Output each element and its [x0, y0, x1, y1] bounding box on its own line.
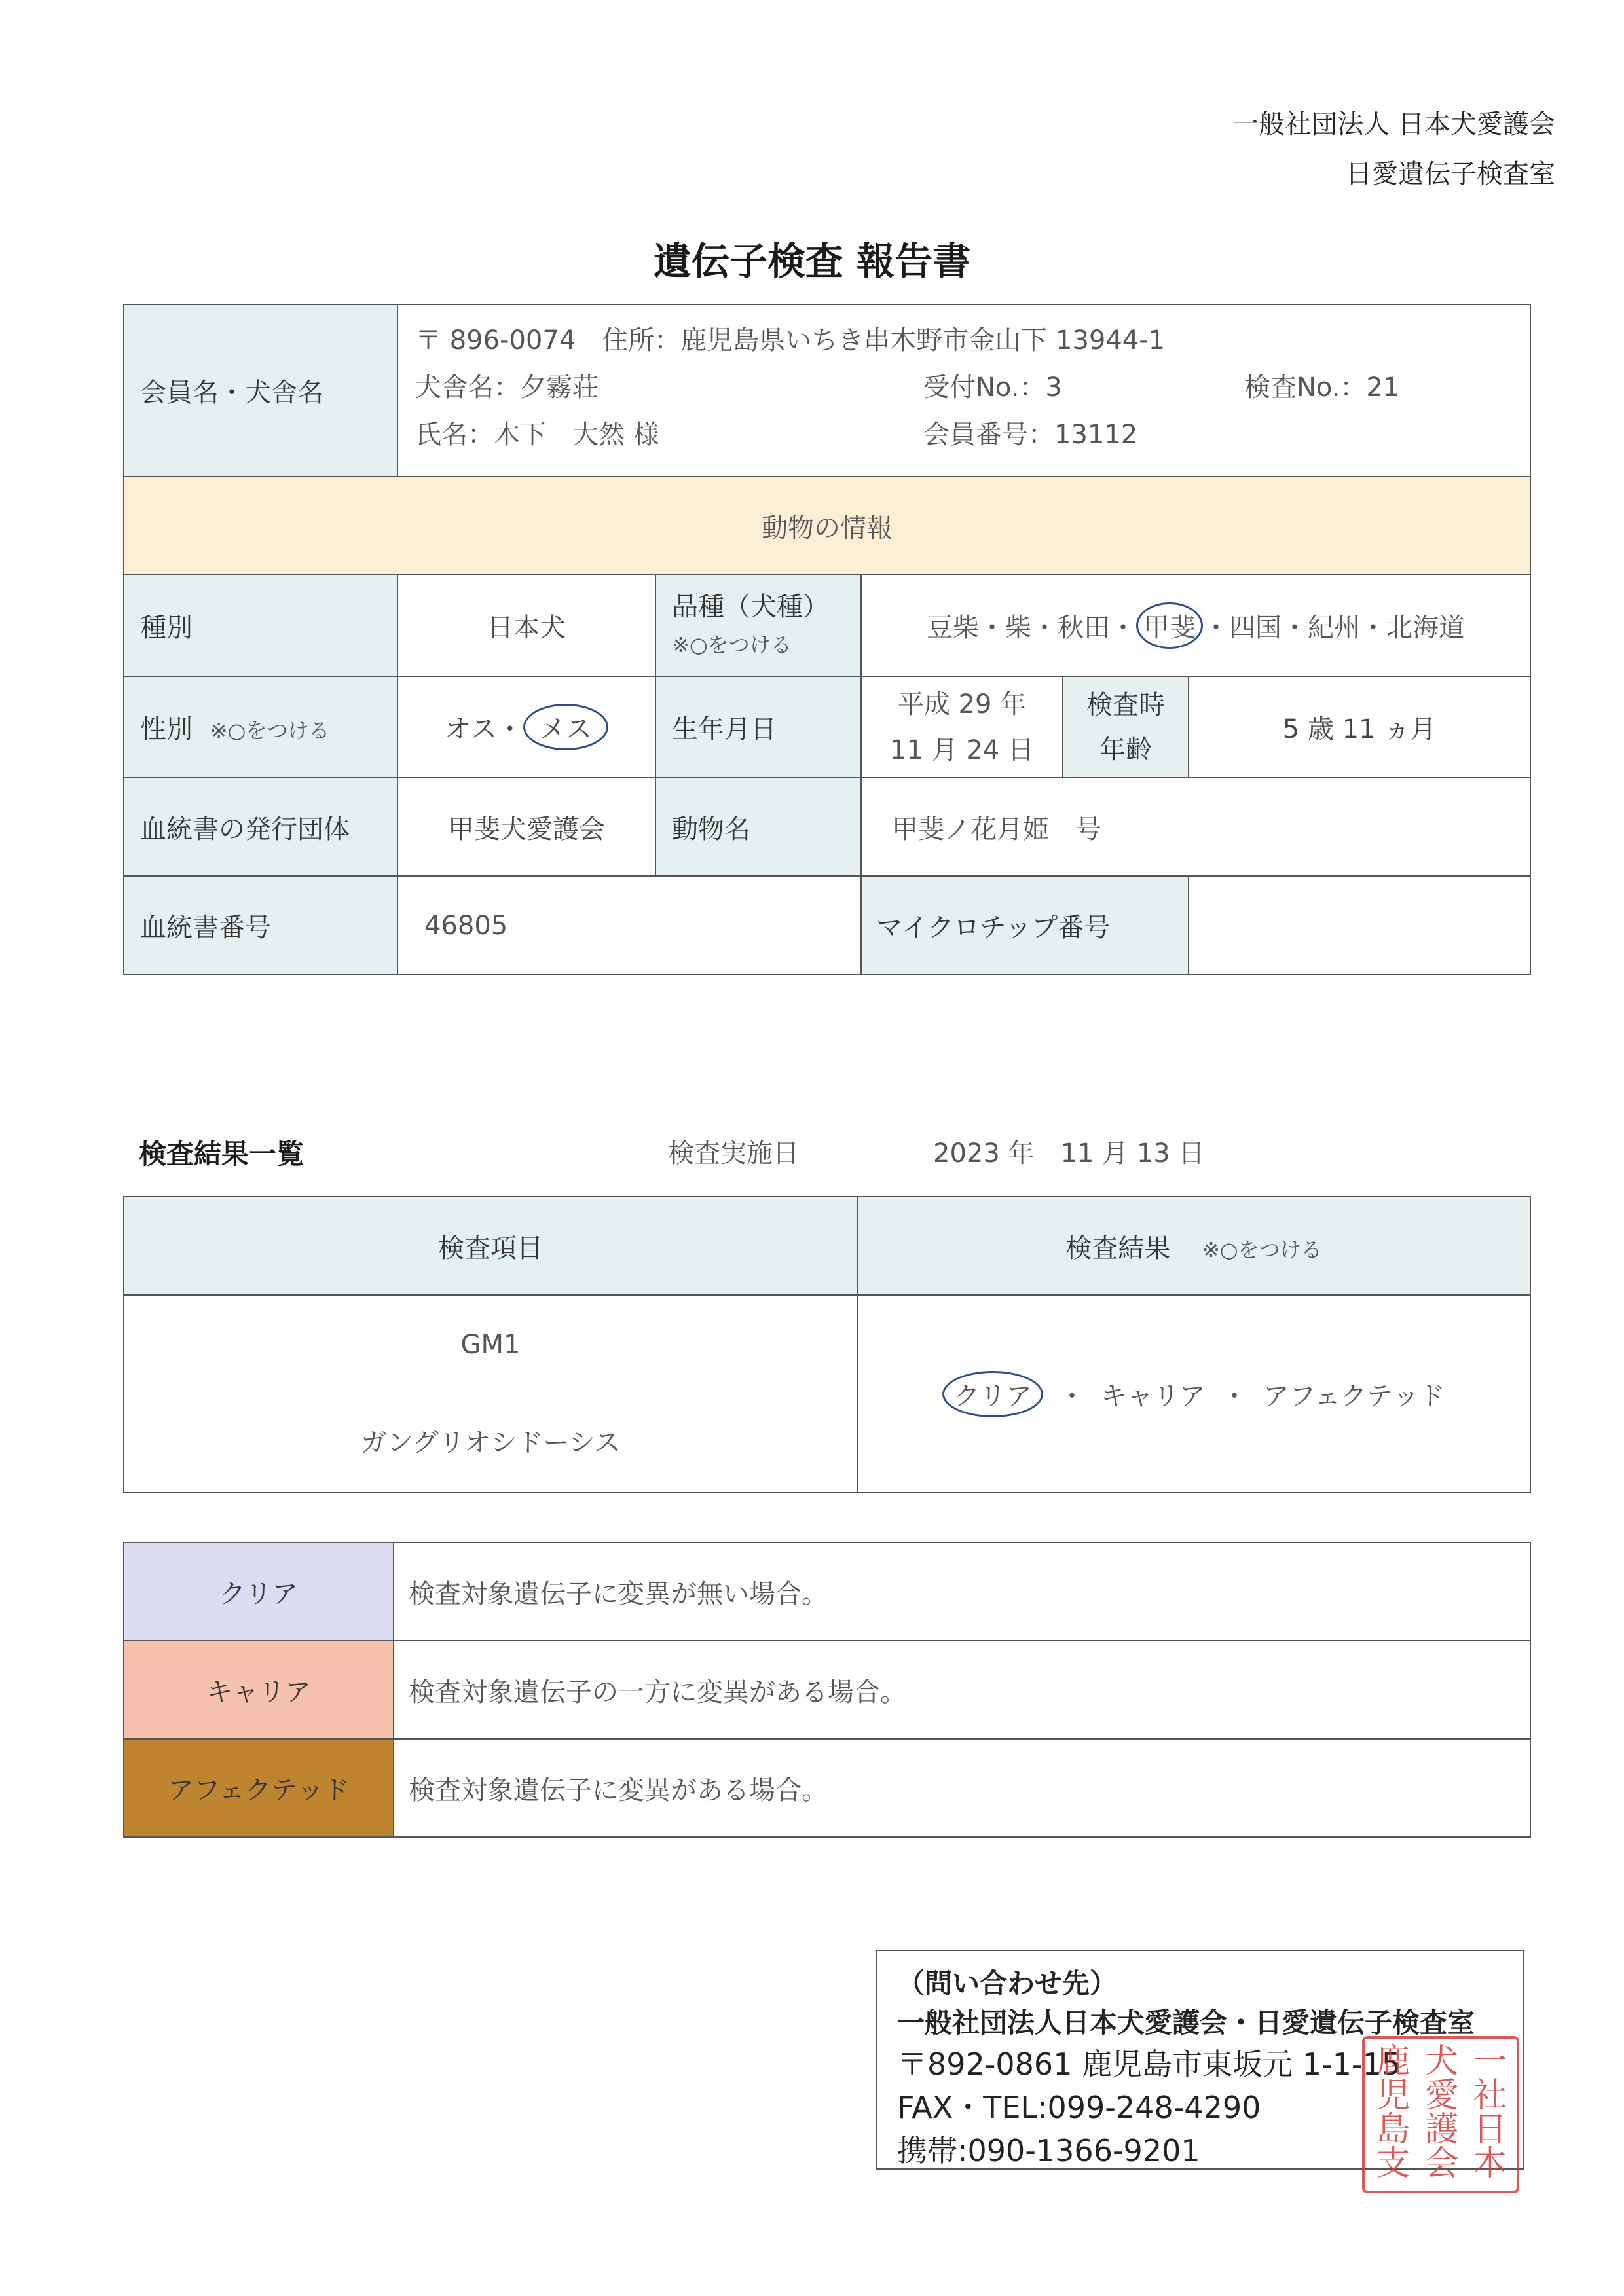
breed-option: 柴 — [1005, 613, 1031, 643]
animal-name-value: 甲斐ノ花月姫 号 — [861, 778, 1530, 876]
legend-row — [124, 1739, 1530, 1837]
sex-options: オス・ メス — [397, 676, 655, 778]
test-item-code: GM1 — [460, 1330, 521, 1360]
species-label: 種別 — [124, 575, 397, 676]
contact-fax-tel: FAX・TEL:099-248-4290 — [897, 2090, 1261, 2125]
reception-number: 受付No.：3 — [923, 373, 1062, 403]
results-table — [123, 1196, 1531, 1493]
member-label: 会員名・犬舎名 — [124, 304, 397, 477]
contact-address: 〒892-0861 鹿児島市東坂元 1-1-15 — [897, 2047, 1401, 2082]
pedigree-number-label: 血統書番号 — [124, 876, 397, 975]
breed-option: 四国 — [1229, 613, 1282, 643]
legend-desc-carrier: 検査対象遺伝子の一方に変異がある場合。 — [394, 1641, 1530, 1739]
legend-row — [124, 1641, 1530, 1739]
legend-desc-clear: 検査対象遺伝子に変異が無い場合。 — [394, 1542, 1530, 1641]
result-option: アフェクテッド — [1263, 1381, 1445, 1412]
result-option-selected: クリア — [942, 1371, 1043, 1417]
contact-heading: （問い合わせ先） — [897, 1967, 1118, 1999]
sex-label-cell — [124, 676, 397, 778]
breed-label-cell — [655, 575, 861, 676]
legend-row — [124, 1542, 1530, 1641]
sex-note: ※○をつける — [210, 718, 330, 743]
animal-name-label: 動物名 — [655, 778, 861, 876]
breed-option: 豆柴 — [927, 613, 979, 643]
organization-seal: 一社日本 犬愛護会 鹿児島支 — [1362, 2036, 1519, 2193]
sex-option: オス — [445, 714, 497, 744]
test-result-options: クリア ・ キャリア ・ アフェクテッド — [857, 1295, 1530, 1493]
test-number: 検査No.：21 — [1244, 373, 1400, 403]
col-header-result: 検査結果 — [1065, 1233, 1171, 1264]
org-department: 日愛遺伝子検査室 — [1346, 159, 1555, 189]
breed-note: ※○をつける — [672, 632, 792, 657]
member-address: 〒 896-0074 住所：鹿児島県いちき串木野市金山下 13944-1 — [415, 325, 1166, 355]
member-info — [397, 304, 1530, 477]
pedigree-number-value: 46805 — [397, 876, 861, 975]
legend-table — [123, 1542, 1531, 1838]
col-header-result-note: ※○をつける — [1202, 1237, 1322, 1262]
age-label-line2: 年齢 — [1099, 734, 1152, 765]
legend-label-affected: アフェクテッド — [124, 1739, 394, 1837]
sex-label: 性別 — [140, 714, 193, 744]
org-name: 一般社団法人 日本犬愛護会 — [1232, 109, 1555, 139]
test-date-label: 検査実施日 — [668, 1139, 799, 1169]
registry-org-label: 血統書の発行団体 — [124, 778, 397, 876]
legend-desc-affected: 検査対象遺伝子に変異がある場合。 — [394, 1739, 1530, 1837]
animal-info-table — [123, 304, 1531, 975]
breed-option: 北海道 — [1386, 613, 1465, 643]
member-number: 会員番号：13112 — [923, 420, 1138, 450]
col-header-result-cell — [857, 1197, 1530, 1295]
age-value: 5 歳 11 ヵ月 — [1189, 676, 1530, 778]
registry-org-value: 甲斐犬愛護会 — [397, 778, 655, 876]
breed-option: 紀州 — [1308, 613, 1360, 643]
results-title: 検査結果一覧 — [139, 1138, 304, 1170]
test-date-value: 2023 年 11 月 13 日 — [933, 1139, 1205, 1169]
breed-option-selected: 甲斐 — [1136, 602, 1203, 649]
breed-option: 秋田 — [1058, 613, 1110, 643]
birth-year: 平成 29 年 — [897, 689, 1027, 720]
kennel-name: 犬舎名：夕霧荘 — [415, 373, 599, 403]
birth-age-cell — [861, 676, 1189, 778]
legend-label-clear: クリア — [124, 1542, 394, 1641]
contact-org: 一般社団法人日本犬愛護会・日愛遺伝子検査室 — [897, 2007, 1475, 2039]
member-name: 氏名：木下 大然 様 — [415, 420, 659, 450]
breed-label: 品種（犬種） — [672, 591, 829, 622]
test-item-name: ガングリオシドーシス — [360, 1428, 621, 1458]
animal-info-header: 動物の情報 — [124, 477, 1530, 575]
test-item-cell — [124, 1295, 857, 1493]
microchip-value — [1189, 876, 1530, 975]
birth-label: 生年月日 — [655, 676, 861, 778]
page-title: 遺伝子検査 報告書 — [653, 239, 971, 283]
col-header-item: 検査項目 — [124, 1197, 857, 1295]
result-option: キャリア — [1101, 1381, 1206, 1412]
contact-mobile: 携帯:090-1366-9201 — [897, 2133, 1200, 2168]
age-label-line1: 検査時 — [1086, 689, 1165, 720]
species-value: 日本犬 — [397, 575, 655, 676]
microchip-label: マイクロチップ番号 — [861, 876, 1189, 975]
breed-options: 豆柴・柴・秋田・ 甲斐 ・四国・紀州・北海道 — [861, 575, 1530, 676]
legend-label-carrier: キャリア — [124, 1641, 394, 1739]
birth-date: 11 月 24 日 — [890, 735, 1034, 765]
sex-option-selected: メス — [523, 704, 608, 750]
